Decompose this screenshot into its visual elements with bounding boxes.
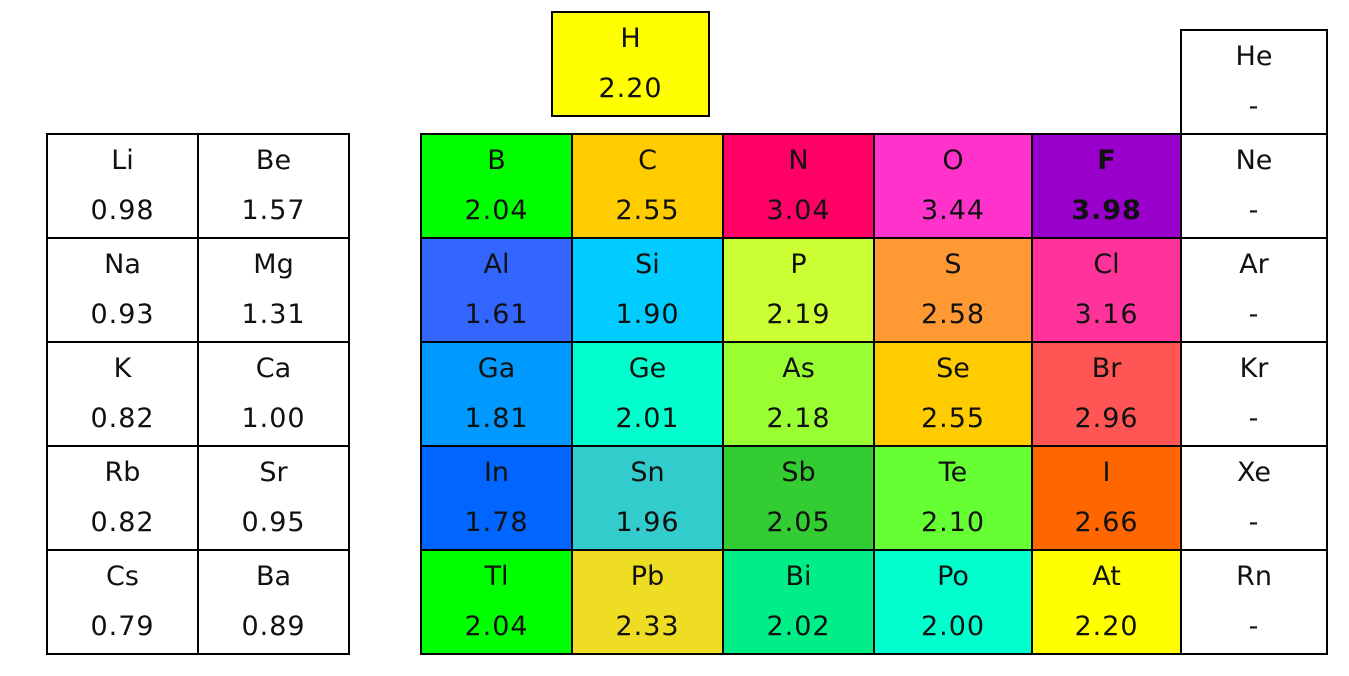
element-value: 0.79 — [90, 611, 155, 642]
element-symbol: Ga — [477, 353, 516, 384]
element-symbol: Mg — [253, 249, 294, 280]
element-value: 2.96 — [1074, 403, 1139, 434]
element-symbol: Li — [111, 145, 134, 176]
element-value: 2.20 — [598, 73, 663, 104]
element-symbol: Bi — [785, 561, 812, 592]
element-symbol: I — [1102, 457, 1111, 488]
element-value: 0.95 — [241, 507, 306, 538]
element-cell-c — [571, 133, 724, 239]
element-value: 3.16 — [1074, 299, 1139, 330]
element-value: 1.81 — [464, 403, 529, 434]
element-cell-sb — [722, 445, 875, 551]
element-cell-ga — [420, 341, 573, 447]
element-value: 3.44 — [920, 195, 986, 226]
element-symbol: Sr — [259, 457, 288, 488]
element-cell-po — [873, 549, 1033, 655]
element-cell-br — [1031, 341, 1182, 447]
element-symbol: P — [790, 249, 807, 280]
element-value: 0.89 — [241, 611, 306, 642]
element-symbol: O — [942, 145, 964, 176]
element-cell-b — [420, 133, 573, 239]
element-symbol: Ca — [255, 353, 292, 384]
element-symbol: Cl — [1093, 249, 1120, 280]
element-symbol: B — [487, 145, 506, 176]
element-symbol: Cs — [106, 561, 139, 592]
element-symbol: H — [620, 23, 641, 54]
element-cell-ca — [197, 341, 350, 447]
element-value: 2.19 — [766, 299, 831, 330]
element-value: 1.78 — [464, 507, 529, 538]
element-value: 1.57 — [241, 195, 306, 226]
element-value: 2.55 — [920, 403, 986, 434]
element-cell-sn — [571, 445, 724, 551]
element-symbol: Be — [255, 145, 292, 176]
element-value: - — [1248, 91, 1260, 122]
element-symbol: At — [1092, 561, 1121, 592]
element-symbol: Ba — [255, 561, 292, 592]
element-symbol: Xe — [1237, 457, 1271, 488]
element-value: 1.90 — [615, 299, 680, 330]
element-value: 2.00 — [920, 611, 986, 642]
element-value: 2.18 — [766, 403, 831, 434]
element-cell-na — [46, 237, 199, 343]
element-cell-te — [873, 445, 1033, 551]
element-value: 2.20 — [1074, 611, 1139, 642]
element-cell-pb — [571, 549, 724, 655]
element-cell-k — [46, 341, 199, 447]
element-cell-bi — [722, 549, 875, 655]
element-cell-at — [1031, 549, 1182, 655]
element-symbol: N — [788, 145, 809, 176]
element-cell-al — [420, 237, 573, 343]
element-cell-he — [1180, 29, 1328, 135]
element-cell-p — [722, 237, 875, 343]
element-symbol: In — [483, 457, 510, 488]
element-symbol: F — [1097, 145, 1116, 176]
element-cell-o — [873, 133, 1033, 239]
element-symbol: Se — [936, 353, 970, 384]
element-cell-cs — [46, 549, 199, 655]
element-cell-ge — [571, 341, 724, 447]
element-cell-ne — [1180, 133, 1328, 239]
element-value: - — [1248, 403, 1260, 434]
element-value: 0.93 — [90, 299, 155, 330]
element-value: 2.02 — [766, 611, 831, 642]
element-value: 0.98 — [90, 195, 155, 226]
element-cell-in — [420, 445, 573, 551]
element-symbol: Kr — [1239, 353, 1269, 384]
element-cell-as — [722, 341, 875, 447]
element-value: 2.33 — [615, 611, 680, 642]
element-symbol: Rn — [1236, 561, 1272, 592]
element-cell-kr — [1180, 341, 1328, 447]
element-value: 1.00 — [241, 403, 306, 434]
element-value: 1.96 — [615, 507, 680, 538]
element-value: 2.66 — [1074, 507, 1139, 538]
element-value: 1.61 — [464, 299, 529, 330]
element-value: 0.82 — [90, 403, 155, 434]
element-value: 0.82 — [90, 507, 155, 538]
element-cell-mg — [197, 237, 350, 343]
element-value: - — [1248, 611, 1260, 642]
element-value: 2.05 — [766, 507, 831, 538]
element-symbol: Pb — [630, 561, 665, 592]
element-cell-be — [197, 133, 350, 239]
element-symbol: Sb — [781, 457, 816, 488]
element-symbol: K — [113, 353, 132, 384]
element-value: 1.31 — [241, 299, 306, 330]
element-cell-s — [873, 237, 1033, 343]
element-symbol: Te — [938, 457, 968, 488]
element-symbol: Ge — [628, 353, 667, 384]
element-symbol: S — [944, 249, 962, 280]
element-symbol: C — [638, 145, 657, 176]
element-cell-se — [873, 341, 1033, 447]
element-cell-n — [722, 133, 875, 239]
element-value: 3.98 — [1071, 195, 1142, 226]
element-cell-f — [1031, 133, 1182, 239]
element-cell-rb — [46, 445, 199, 551]
element-symbol: Ne — [1235, 145, 1273, 176]
element-value: 2.04 — [464, 611, 529, 642]
element-symbol: He — [1235, 41, 1273, 72]
element-value: 2.01 — [615, 403, 680, 434]
element-value: - — [1248, 195, 1260, 226]
element-value: 2.04 — [464, 195, 529, 226]
element-value: 2.58 — [920, 299, 986, 330]
element-cell-rn — [1180, 549, 1328, 655]
element-symbol: Po — [937, 561, 969, 592]
element-cell-h — [551, 11, 710, 117]
element-value: - — [1248, 299, 1260, 330]
element-symbol: Si — [635, 249, 660, 280]
element-cell-xe — [1180, 445, 1328, 551]
element-cell-i — [1031, 445, 1182, 551]
element-cell-cl — [1031, 237, 1182, 343]
element-symbol: Br — [1091, 353, 1122, 384]
element-cell-ba — [197, 549, 350, 655]
element-value: 3.04 — [766, 195, 831, 226]
element-symbol: Na — [104, 249, 141, 280]
element-value: 2.55 — [615, 195, 680, 226]
element-symbol: Rb — [104, 457, 141, 488]
element-symbol: Sn — [630, 457, 665, 488]
element-cell-sr — [197, 445, 350, 551]
element-symbol: Ar — [1239, 249, 1269, 280]
element-cell-li — [46, 133, 199, 239]
element-symbol: Tl — [484, 561, 509, 592]
element-cell-si — [571, 237, 724, 343]
element-symbol: Al — [483, 249, 510, 280]
element-cell-ar — [1180, 237, 1328, 343]
element-value: 2.10 — [920, 507, 986, 538]
element-value: - — [1248, 507, 1260, 538]
element-cell-tl — [420, 549, 573, 655]
element-symbol: As — [782, 353, 815, 384]
